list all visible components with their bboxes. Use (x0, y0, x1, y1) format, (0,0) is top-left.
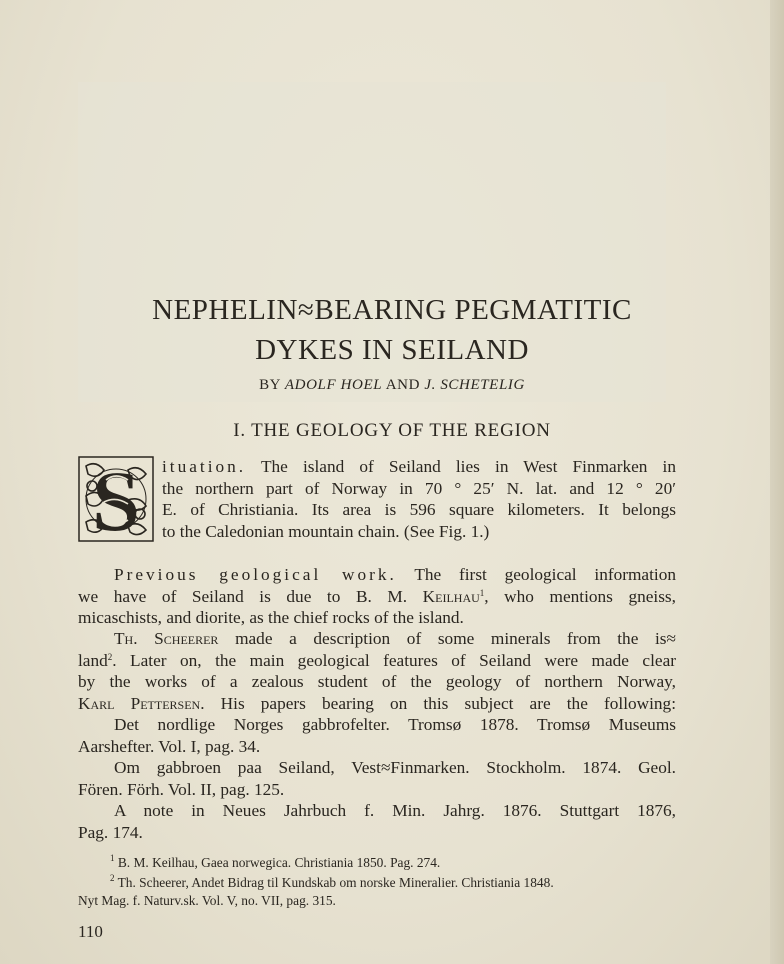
footnote-1: $^1$ B. M. Keilhau, Gaea norwegica. Christiania 1850. Pag. 274. (110, 853, 441, 870)
reference-3 (78, 800, 676, 843)
ref1-line-1: Det nordlige Norges gabbrofelter. Tromsø 1878. Tromsø Museums (114, 715, 676, 734)
ref3-line-1: A note in Neues Jahrbuch f. Min. Jahrg. 1876. Stuttgart 1876, (114, 801, 676, 820)
byline-and: AND (385, 377, 421, 393)
byline-by: BY (259, 377, 281, 393)
reference-2 (78, 757, 676, 800)
paragraph-situation (162, 456, 676, 542)
para2-line-3: micaschists, and diorite, as the chief rocks of the island. (78, 608, 464, 627)
section-heading: I. THE GEOLOGY OF THE REGION (233, 420, 551, 441)
ref2-line-1: Om gabbroen paa Seiland, Vest≈Finmarken. Stockholm. 1874. Geol. (114, 758, 676, 777)
para3-line-3: by the works of a zealous student of the geology of northern Norway, (78, 672, 676, 691)
ref1-line-2: Aarshefter. Vol. I, pag. 34. (78, 736, 261, 756)
reference-1 (78, 714, 676, 757)
para2-line-1: Previous geological work. The first geological information (114, 565, 676, 584)
para2-line-2: we have of Seiland is due to B. M. Keilhau$^1$, who mentions gneiss, (78, 586, 676, 606)
page-edge (770, 0, 784, 964)
para3-line-4: Karl Pettersen. His papers bearing on this subject are the following: (78, 693, 676, 713)
para1-line-3: E. of Christiania. Its area is 596 square kilometers. It belongs (162, 500, 676, 519)
ref2-line-2: Fören. Förh. Vol. II, pag. 125. (78, 779, 285, 799)
dropcap-letter: S (92, 456, 140, 542)
title-line-1: NEPHELIN≈BEARING PEGMATITIC (152, 294, 632, 326)
paragraph-scheerer (78, 628, 676, 714)
ref3-line-2: Pag. 174. (78, 822, 143, 842)
title-line-2: DYKES IN SEILAND (255, 334, 529, 366)
ornamental-dropcap-s (78, 456, 154, 542)
paragraph-previous-work (78, 564, 676, 629)
para1-line-4: to the Caledonian mountain chain. (See Fig. 1.) (162, 521, 490, 541)
para3-line-1: Th. Scheerer made a description of some minerals from the is≈ (114, 629, 676, 648)
author-1: ADOLF HOEL (284, 377, 383, 393)
footnote-2: $^2$ Th. Scheerer, Andet Bidrag til Kundskab om norske Mineralier. Christiania 1848. Nyt Mag. f. Naturv.sk. Vol. V, no. VII, pag. 315. (78, 873, 554, 908)
para3-line-2: land$^2$. Later on, the main geological features of Seiland were made clear (78, 650, 676, 670)
page-number: 110 (78, 922, 103, 941)
para1-line-2: the northern part of Norway in 70 ° 25′ N. lat. and 12 ° 20′ (162, 478, 676, 498)
author-2: J. SCHETELIG (424, 377, 525, 393)
para1-line-1: ituation. The island of Seiland lies in West Finmarken in (162, 457, 676, 476)
byline (0, 377, 784, 394)
